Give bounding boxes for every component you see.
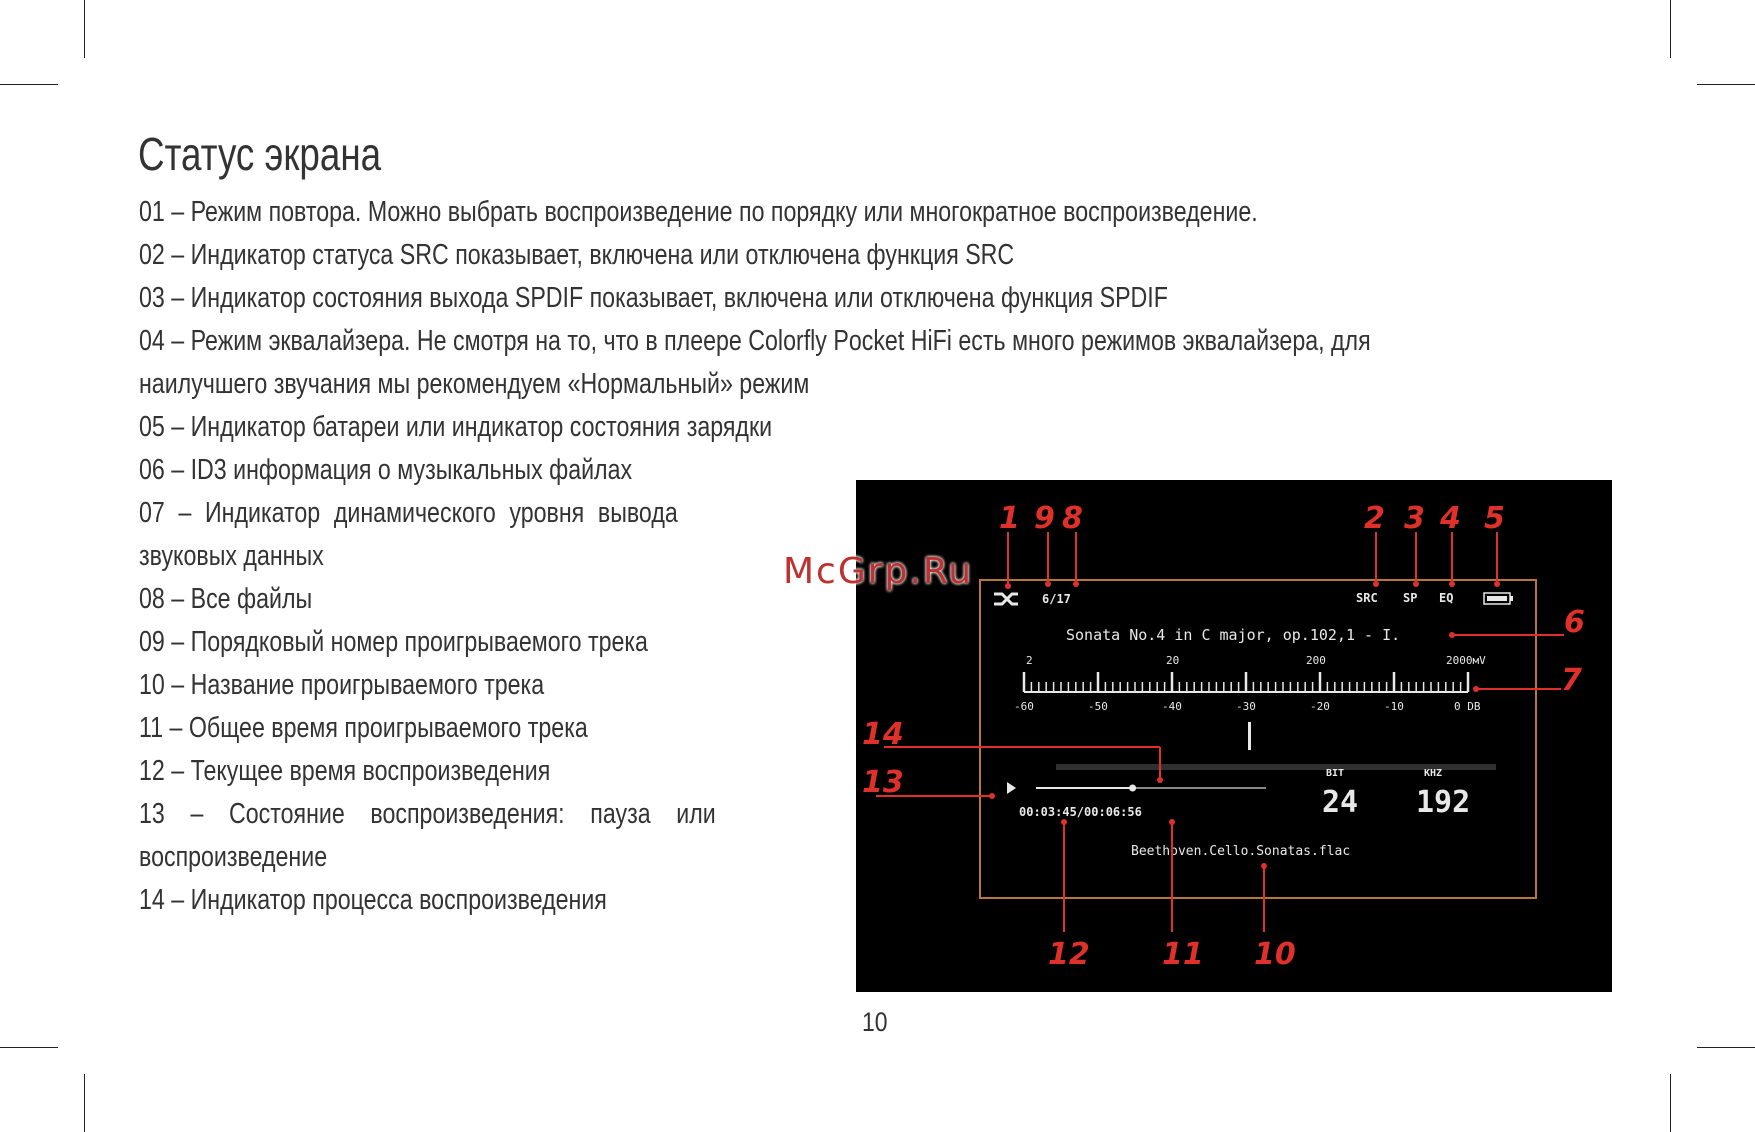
bit-value: 24 — [1322, 785, 1359, 820]
watermark: McGrp.Ru — [783, 551, 974, 592]
progress-knob — [1129, 785, 1136, 792]
scale-bottom-label: -60 — [1014, 700, 1034, 713]
list-item: 02 – Индикатор статуса SRC показывает, включена или отключена функция SRC — [139, 239, 1015, 271]
scale-bottom-label: -50 — [1088, 700, 1108, 713]
callout-number: 14 — [862, 717, 904, 752]
track-count: 6/17 — [1042, 592, 1071, 606]
callout-number: 10 — [1254, 937, 1296, 972]
play-icon — [1007, 782, 1016, 794]
scale-top-label: 2 — [1026, 654, 1033, 667]
scale-top-label: 2000мV — [1446, 654, 1486, 667]
khz-value: 192 — [1416, 785, 1471, 820]
list-item: 09 – Порядковый номер проигрываемого трека — [139, 626, 648, 658]
callout-number: 6 — [1564, 605, 1585, 640]
crop-mark — [0, 84, 58, 85]
list-item: 03 – Индикатор состояния выхода SPDIF показывает, включена или отключена функция SPDIF — [139, 282, 1168, 314]
callout-number: 4 — [1440, 501, 1461, 536]
list-item-continuation: наилучшего звучания мы рекомендуем «Нормальный» режим — [139, 368, 810, 400]
progress-fill — [1036, 787, 1133, 789]
list-item: 11 – Общее время проигрываемого трека — [139, 712, 588, 744]
callout-number: 2 — [1364, 501, 1385, 536]
crop-mark — [0, 1047, 58, 1048]
src-status: SRC — [1356, 591, 1378, 605]
level-scale-ticks — [1024, 672, 1468, 692]
list-item: 13 – Состояние воспроизведения: пауза или — [139, 798, 716, 830]
crop-mark — [1697, 84, 1755, 85]
callout-dots — [989, 581, 1500, 869]
playback-time: 00:03:45/00:06:56 — [1019, 805, 1142, 819]
scale-top-label: 20 — [1166, 654, 1180, 667]
list-item-continuation: звуковых данных — [139, 540, 324, 572]
list-item: 01 – Режим повтора. Можно выбрать воспроизведение по порядку или многократное воспроизведение. — [139, 196, 1258, 228]
callout-number: 1 — [999, 501, 1020, 536]
crop-mark — [84, 0, 85, 58]
callout-number: 12 — [1048, 937, 1090, 972]
battery-icon — [1484, 593, 1513, 604]
scale-bottom-label: -20 — [1310, 700, 1330, 713]
scale-top-label: 200 — [1306, 654, 1326, 667]
page-title: Статус экрана — [138, 128, 382, 180]
list-item: 06 – ID3 информация о музыкальных файлах — [139, 454, 633, 486]
callout-number: 11 — [1162, 937, 1204, 972]
crop-mark — [84, 1074, 85, 1132]
crop-mark — [1697, 1047, 1755, 1048]
bit-label: BIT — [1326, 768, 1345, 779]
list-item: 05 – Индикатор батареи или индикатор состояния зарядки — [139, 411, 773, 443]
callout-number: 13 — [862, 765, 904, 800]
scale-bottom-label: 0 DB — [1454, 700, 1481, 713]
callout-number: 7 — [1561, 663, 1582, 698]
crop-mark — [1670, 1074, 1671, 1132]
page-number: 10 — [862, 1007, 888, 1037]
callout-number: 9 — [1034, 501, 1055, 536]
callout-number: 5 — [1484, 501, 1505, 536]
crop-mark — [1670, 0, 1671, 58]
list-item: 14 – Индикатор процесса воспроизведения — [139, 884, 607, 916]
list-item: 12 – Текущее время воспроизведения — [139, 755, 551, 787]
callout-number: 8 — [1062, 501, 1083, 536]
list-item-continuation: воспроизведение — [139, 841, 328, 873]
filename: Beethoven.Cello.Sonatas.flac — [1131, 844, 1351, 859]
level-needle — [1248, 722, 1251, 750]
list-item: 10 – Название проигрываемого трека — [139, 669, 545, 701]
eq-status: EQ — [1439, 591, 1454, 605]
scale-bottom-label: -30 — [1236, 700, 1256, 713]
callout-number: 3 — [1404, 501, 1425, 536]
khz-label: KHZ — [1424, 768, 1443, 779]
list-item: 04 – Режим эквалайзера. Не смотря на то, что в плеере Colorfly Pocket HiFi есть много режимов эквалайзера, для — [139, 325, 1371, 357]
song-title: Sonata No.4 in C major, op.102,1 - I. — [1066, 626, 1401, 644]
shuffle-icon — [994, 594, 1018, 604]
list-item: 08 – Все файлы — [139, 583, 313, 615]
list-item: 07 – Индикатор динамического уровня вывода — [139, 497, 678, 529]
scale-bottom-label: -40 — [1162, 700, 1182, 713]
spdif-status: SP — [1403, 591, 1418, 605]
scale-bottom-label: -10 — [1384, 700, 1404, 713]
